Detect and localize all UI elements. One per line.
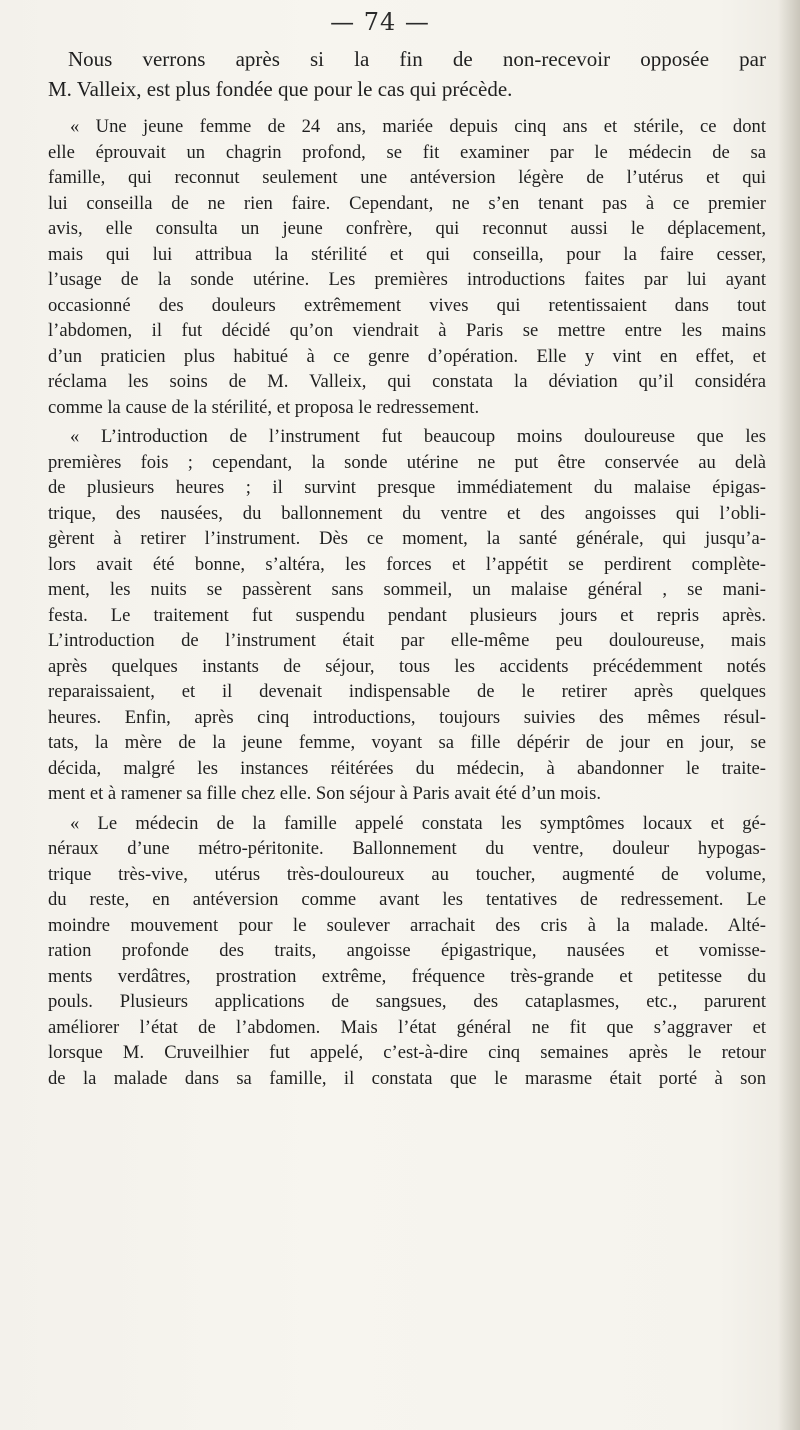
text-line: M. Valleix, est plus fondée que pour le cas qui précède. — [48, 77, 513, 101]
text-line: d’un praticien plus habitué à ce genre d’opération. Elle y vint en effet, et — [48, 345, 766, 367]
text-line: lorsque M. Cruveilhier fut appelé, c’est-à-dire cinq semaines après le retour — [48, 1042, 766, 1063]
text-line: premières fois ; cependant, la sonde utérine ne put être conservée au delà — [48, 451, 766, 473]
text-line: après quelques instants de séjour, tous les accidents précédemment notés — [48, 655, 766, 677]
text-line: ment, les nuits se passèrent sans sommeil, un malaise général , se mani- — [48, 579, 766, 600]
intro-paragraph — [48, 44, 766, 104]
page-edge-shadow — [778, 0, 800, 1430]
text-line: elle éprouvait un chagrin profond, se fit examiner par le médecin de sa — [48, 141, 766, 163]
case-paragraph-3 — [48, 811, 766, 1092]
text-line: de la malade dans sa famille, il constata que le marasme était porté à son — [48, 1067, 766, 1089]
text-line: mais qui lui attribua la stérilité et qui conseilla, pour la faire cesser, — [48, 243, 766, 265]
text-line: trique très-vive, utérus très-douloureux au toucher, augmenté de volume, — [48, 863, 766, 885]
text-line: gèrent à retirer l’instrument. Dès ce moment, la santé générale, qui jusqu’a- — [48, 528, 766, 549]
text-line: « L’introduction de l’instrument fut beaucoup moins douloureuse que les — [70, 426, 766, 447]
text-line: famille, qui reconnut seulement une antéversion légère de l’utérus et qui — [48, 167, 766, 188]
text-line: Nous verrons après si la fin de non-recevoir opposée par — [68, 47, 766, 71]
text-line: L’introduction de l’instrument était par elle-même peu douloureuse, mais — [48, 630, 766, 651]
case-paragraph-2 — [48, 424, 766, 807]
text-line: améliorer l’état de l’abdomen. Mais l’état général ne fit que s’aggraver et — [48, 1016, 766, 1038]
text-line: reparaissaient, et il devenait indispensable de le retirer après quelques — [48, 681, 766, 702]
text-line: occasionné des douleurs extrêmement vives qui retentissaient dans tout — [48, 294, 766, 316]
text-line: ments verdâtres, prostration extrême, fréquence très-grande et petitesse du — [48, 965, 766, 987]
text-line: décida, malgré les instances réitérées du médecin, à abandonner le traite- — [48, 757, 766, 779]
text-line: heures. Enfin, après cinq introductions, toujours suivies des mêmes résul- — [48, 706, 766, 728]
text-line: pouls. Plusieurs applications de sangsues, des cataplasmes, etc., parurent — [48, 991, 766, 1012]
text-line: néraux d’une métro-péritonite. Ballonnement du ventre, douleur hypogas- — [48, 838, 766, 859]
text-line: ment et à ramener sa fille chez elle. Son séjour à Paris avait été d’un mois. — [48, 783, 601, 804]
page-text — [48, 44, 766, 1091]
page-number: — 74 — — [330, 8, 430, 36]
text-line: festa. Le traitement fut suspendu pendant plusieurs jours et repris après. — [48, 604, 766, 626]
text-line: de plusieurs heures ; il survint presque immédiatement du malaise épigas- — [48, 477, 766, 498]
text-line: du reste, en antéversion comme avant les tentatives de redressement. Le — [48, 889, 766, 910]
text-line: réclama les soins de M. Valleix, qui constata la déviation qu’il considéra — [48, 371, 766, 392]
text-line: tats, la mère de la jeune femme, voyant sa fille dépérir de jour en jour, se — [48, 732, 766, 753]
text-line: avis, elle consulta un jeune confrère, qui reconnut aussi le déplacement, — [48, 218, 766, 239]
text-line: comme la cause de la stérilité, et proposa le redressement. — [48, 396, 480, 418]
case-paragraph-1 — [48, 114, 766, 420]
text-line: ration profonde des traits, angoisse épigastrique, nausées et vomisse- — [48, 940, 766, 961]
text-line: trique, des nausées, du ballonnement du ventre et des angoisses qui l’obli- — [48, 502, 766, 524]
text-line: « Le médecin de la famille appelé constata les symptômes locaux et gé- — [70, 812, 766, 834]
text-line: moindre mouvement pour le soulever arrachait des cris à la malade. Alté- — [48, 914, 766, 936]
text-line: « Une jeune femme de 24 ans, mariée depuis cinq ans et stérile, ce dont — [70, 116, 766, 137]
text-line: lui conseilla de ne rien faire. Cependant, ne s’en tenant pas à ce premier — [48, 192, 766, 214]
text-line: l’usage de la sonde utérine. Les premières introductions faites par lui ayant — [48, 269, 766, 290]
text-line: l’abdomen, il fut décidé qu’on viendrait à Paris se mettre entre les mains — [48, 320, 766, 341]
text-line: lors avait été bonne, s’altéra, les forces et l’appétit se perdirent complète- — [48, 553, 766, 575]
